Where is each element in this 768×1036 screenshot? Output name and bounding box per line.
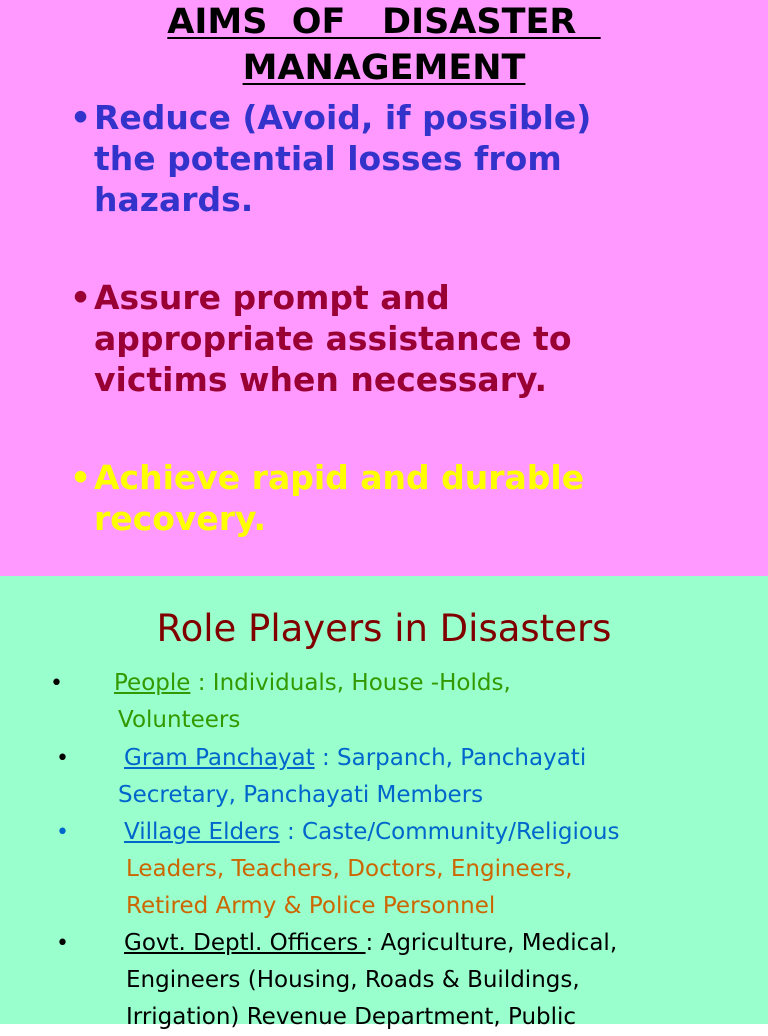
bullet-text-line: Reduce (Avoid, if possible) [94, 98, 592, 137]
role-label: People [114, 670, 191, 696]
role-detail: : Sarpanch, Panchayati [314, 745, 587, 771]
role-item-people [114, 665, 511, 702]
bullet-text-line: Assure prompt and [94, 278, 450, 317]
role-item-gram-panchayat [124, 740, 586, 777]
bullet-dot: • [56, 746, 69, 771]
bullet-text-line: hazards. [94, 180, 254, 219]
role-detail-line: Retired Army & Police Personnel [126, 893, 496, 919]
bullet-dot: • [50, 671, 63, 696]
role-detail-line: Engineers (Housing, Roads & Buildings, [126, 967, 580, 993]
bullet-text-line: victims when necessary. [94, 360, 547, 399]
role-detail-line: Leaders, Teachers, Doctors, Engineers, [126, 856, 573, 882]
role-label: Govt. Deptl. Officers [124, 930, 366, 956]
role-detail: : Agriculture, Medical, [365, 930, 618, 956]
bullet-text-line: Achieve rapid and durable [94, 458, 585, 497]
bullet-text-line: recovery. [94, 499, 267, 538]
role-detail: : Caste/Community/Religious [279, 819, 620, 845]
role-detail-line: Irrigation) Revenue Department, Public [126, 1004, 577, 1030]
bullet-dot: • [70, 458, 92, 497]
slide-title-line1: AIMS OF DISASTER [167, 2, 601, 42]
bullet-text-line: appropriate assistance to [94, 319, 572, 358]
role-players-title: Role Players in Disasters [156, 607, 612, 650]
role-detail-line: Secretary, Panchayati Members [118, 782, 484, 808]
role-item-govt-officers [124, 925, 617, 962]
bullet-assure-assistance [70, 277, 750, 400]
bullet-dot: • [70, 278, 92, 317]
bullet-achieve-recovery [70, 457, 750, 539]
bullet-text-line: the potential losses from [94, 139, 562, 178]
bullet-dot: • [56, 820, 69, 845]
role-label: Village Elders [124, 819, 280, 845]
role-detail-line: Volunteers [118, 707, 241, 733]
role-item-village-elders [124, 814, 619, 851]
bullet-reduce-losses [70, 97, 750, 220]
bullet-dot: • [56, 931, 69, 956]
role-label: Gram Panchayat [124, 745, 315, 771]
role-detail: : Individuals, House -Holds, [190, 670, 511, 696]
bullet-dot: • [70, 98, 92, 137]
slide-title-line2: MANAGEMENT [242, 48, 526, 88]
